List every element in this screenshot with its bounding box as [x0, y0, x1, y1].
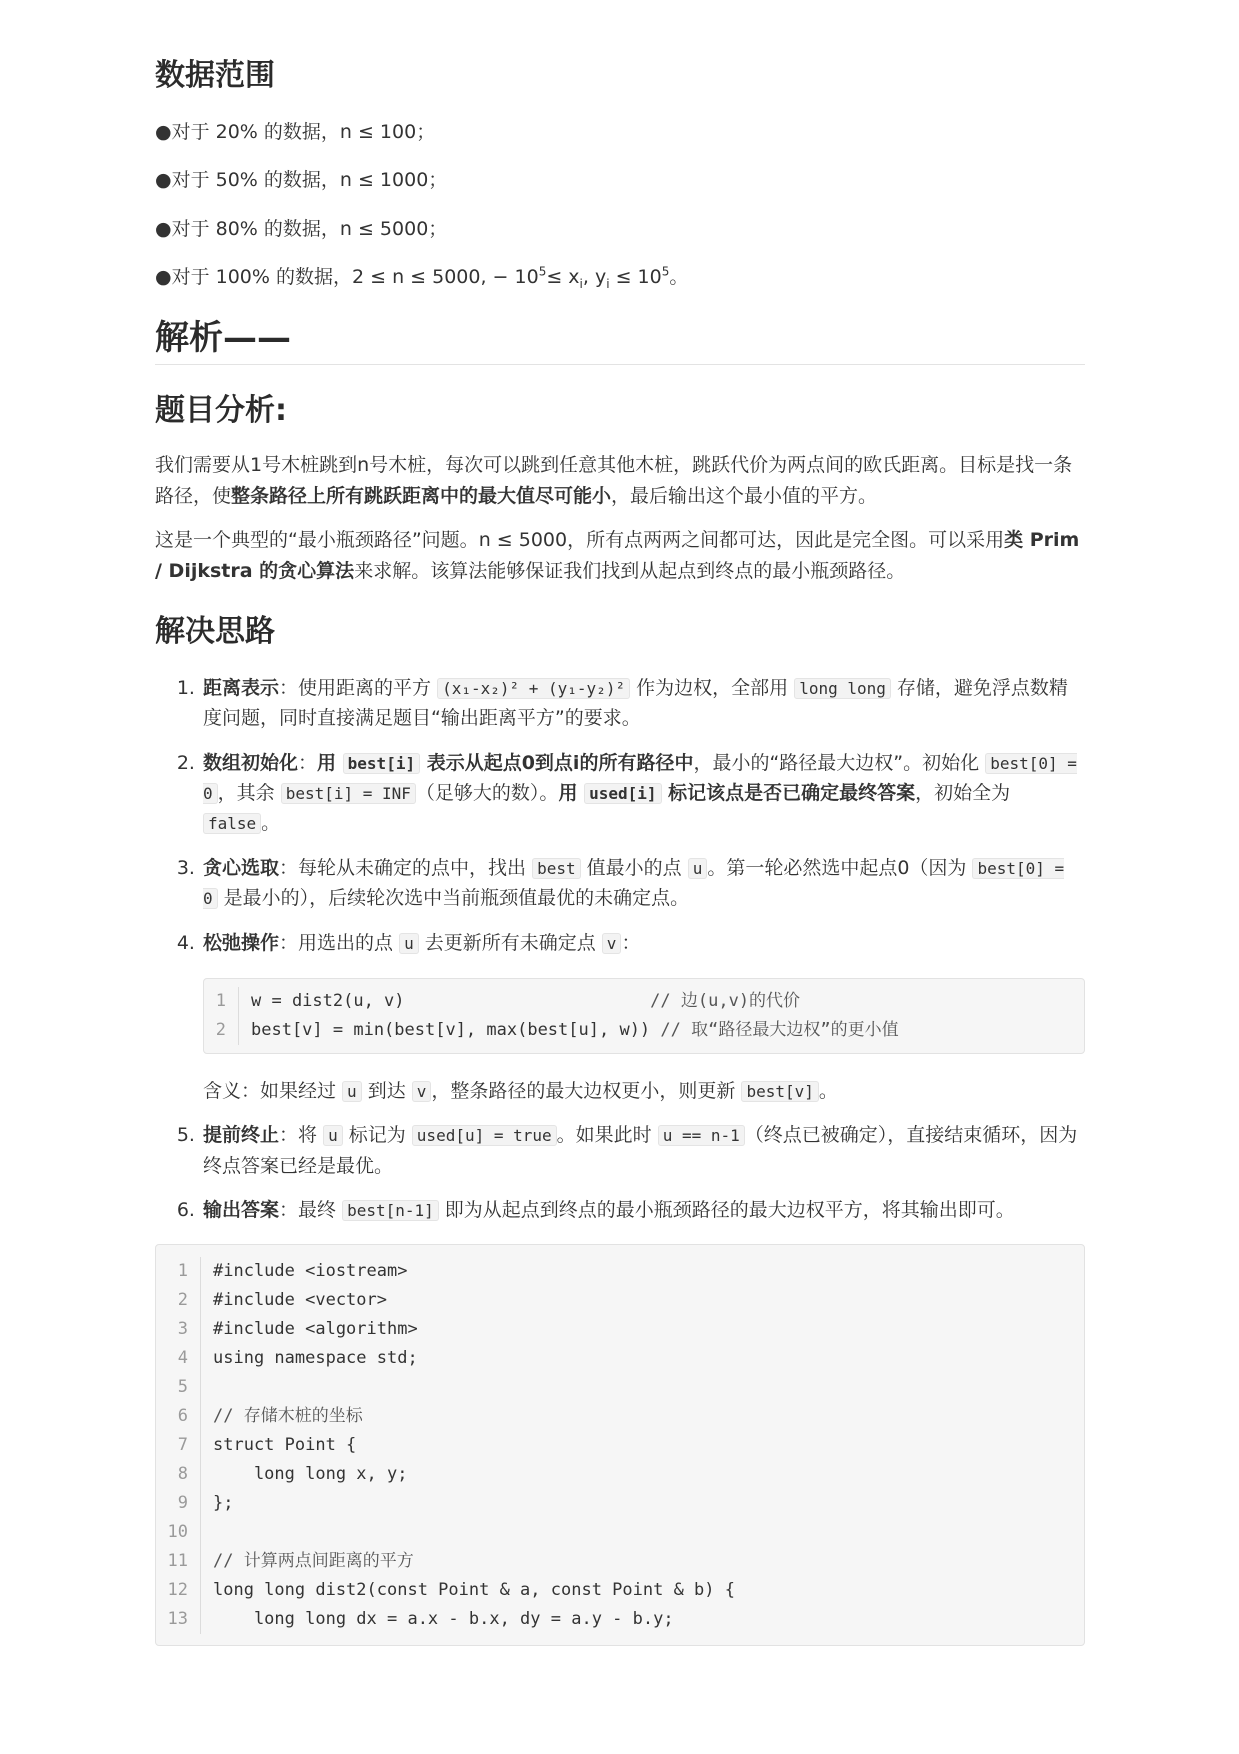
paragraph-text: 我们需要从1号木桩跳到n号木桩，每次可以跳到任意其他木桩，跳跃代价为两点间的欧氏距离。目标是找一条路径，使: [155, 454, 1073, 507]
step-text: ：使用距离的平方: [279, 676, 438, 699]
step-init: [201, 748, 1085, 839]
document-page: [155, 0, 1085, 1646]
program-code-block: [155, 1244, 1085, 1646]
solution-heading: 解决思路: [155, 613, 275, 649]
problem-analysis-heading: 题目分析:: [155, 393, 287, 429]
step-greedy: [201, 853, 1085, 914]
exponent: 5: [538, 264, 547, 279]
inline-code: best[0] = 0: [203, 858, 1065, 909]
bold-text: 表示从起点0到点i的所有路径中: [420, 751, 694, 774]
line-number: 7: [156, 1431, 201, 1460]
inline-code: used[u] = true: [412, 1125, 557, 1146]
subscript: i: [579, 276, 583, 291]
paragraph-text: ，最后输出这个最小值的平方。: [611, 484, 878, 507]
code-text: };: [213, 1492, 234, 1513]
step-text: 。: [818, 1080, 838, 1103]
inline-code: v: [602, 933, 622, 954]
code-comment: // 存储木桩的坐标: [213, 1405, 363, 1426]
line-number: 12: [156, 1576, 201, 1605]
solution-steps-list: [155, 673, 1085, 1226]
step-text: 存储，避免浮点数精度问题，同时直接满足题目“输出距离平方”的要求。: [203, 676, 1068, 730]
line-number: 4: [156, 1344, 201, 1373]
code-comment: // 计算两点间距离的平方: [213, 1550, 414, 1571]
bold-text: 用: [558, 782, 585, 805]
step-text: ，初始全为: [915, 782, 1011, 805]
line-number: 6: [156, 1402, 201, 1431]
inline-code: best[i] = INF: [281, 783, 416, 804]
inline-code: (x₁-x₂)² + (y₁-y₂)²: [437, 678, 630, 699]
step-label: 提前终止: [203, 1124, 280, 1147]
code-line: [156, 1431, 1084, 1460]
bold-text: 标记该点是否已确定最终答案: [661, 782, 916, 805]
relax-meaning: [203, 1076, 1085, 1106]
range-bullet-text: , y: [582, 266, 607, 289]
range-bullet-text: 。: [669, 266, 689, 289]
analysis-paragraph-1: [155, 450, 1085, 511]
bold-text: 用: [317, 751, 343, 774]
code-line: [156, 1402, 1084, 1431]
code-line: [156, 1605, 1084, 1634]
data-range-heading: 数据范围: [155, 58, 275, 93]
range-bullet-50: ●对于 50% 的数据，n ≤ 1000；: [155, 169, 448, 192]
exponent: 5: [661, 264, 670, 279]
code-text: w = dist2(u, v): [251, 991, 651, 1012]
inline-code: best: [532, 858, 581, 879]
line-number: 5: [156, 1373, 201, 1402]
step-text: （终点已被确定），直接结束循环，因为终点答案已经是最优。: [203, 1124, 1078, 1177]
line-number: 13: [156, 1605, 201, 1634]
analysis-paragraph-2: [155, 525, 1085, 586]
step-bold-text: [558, 782, 915, 804]
step-text: ：: [621, 931, 641, 954]
paragraph-bold: 整条路径上所有跳跃距离中的最大值尽可能小: [231, 484, 612, 507]
range-bullet-80: ●对于 80% 的数据，n ≤ 5000；: [155, 217, 448, 240]
line-number: 3: [156, 1315, 201, 1344]
step-text: ：将: [279, 1124, 324, 1147]
inline-code: best[0] = 0: [203, 753, 1077, 804]
inline-code: best[n-1]: [342, 1200, 439, 1221]
code-line: [156, 1547, 1084, 1576]
paragraph-bold: 类 Prim / Dijkstra 的贪心算法: [155, 529, 1080, 582]
step-distance: [201, 673, 1085, 734]
inline-code: v: [412, 1081, 432, 1102]
code-line: [156, 1489, 1084, 1518]
code-text: long long x, y;: [213, 1463, 408, 1484]
inline-code: false: [203, 813, 261, 834]
code-line: [156, 1460, 1084, 1489]
subscript: i: [606, 276, 610, 291]
range-bullet-text: ●对于 100% 的数据，2 ≤ n ≤ 5000, − 10: [155, 266, 539, 289]
code-text: #include <vector>: [213, 1289, 387, 1310]
code-line: [156, 1373, 1084, 1402]
line-number: 2: [156, 1286, 201, 1315]
code-text: long long dist2(const Point & a, const Point & b) {: [213, 1579, 735, 1600]
step-text: 作为边权，全部用: [630, 676, 795, 699]
paragraph-text: 来求解。该算法能够保证我们找到从起点到终点的最小瓶颈路径。: [354, 559, 906, 582]
code-line: [156, 1286, 1084, 1315]
step-text: 即为从起点到终点的最小瓶颈路径的最大边权平方，将其输出即可。: [438, 1199, 1015, 1222]
line-number: 1: [156, 1257, 201, 1286]
step-relax: [201, 928, 1085, 1107]
code-text: long long dx = a.x - b.x, dy = a.y - b.y;: [213, 1608, 674, 1629]
line-number: 10: [156, 1518, 201, 1547]
step-text: 含义：如果经过: [203, 1080, 343, 1103]
line-number: 11: [156, 1547, 201, 1576]
inline-code: u: [342, 1081, 362, 1102]
code-line: [156, 1576, 1084, 1605]
step-text: 去更新所有未确定点: [418, 931, 602, 954]
step-text: 是最小的），后续轮次选中当前瓶颈值最优的未确定点。: [217, 887, 690, 910]
inline-code: long long: [794, 678, 891, 699]
code-comment: // 边(u,v)的代价: [650, 991, 801, 1012]
range-bullet-text: ≤ x: [546, 266, 580, 289]
step-text: 。第一轮必然选中起点0（因为: [707, 856, 973, 879]
step-label: 松弛操作: [203, 931, 280, 954]
step-output: [201, 1195, 1085, 1225]
code-text: best[v] = min(best[v], max(best[u], w)): [251, 1020, 661, 1041]
step-text: ，其余: [217, 782, 281, 805]
step-label: 数组初始化: [203, 751, 299, 774]
inline-code: u: [323, 1125, 343, 1146]
code-text: using namespace std;: [213, 1347, 418, 1368]
step-text: ，整条路径的最大边权更小，则更新: [431, 1080, 742, 1103]
code-line: [204, 1016, 1084, 1045]
inline-code: u == n-1: [658, 1125, 745, 1146]
range-bullet-text: ≤ 10: [609, 266, 662, 289]
relax-code-block: [203, 978, 1085, 1054]
range-bullet-100: [155, 262, 1085, 294]
step-label: 输出答案: [203, 1199, 280, 1222]
code-line: [204, 987, 1084, 1016]
step-text: 。: [261, 812, 281, 835]
step-label: 距离表示: [203, 676, 280, 699]
line-number: 8: [156, 1460, 201, 1489]
analysis-heading: 解析——: [155, 316, 1085, 365]
line-number: 9: [156, 1489, 201, 1518]
range-bullet-20: ●对于 20% 的数据，n ≤ 100；: [155, 121, 436, 143]
line-number: 1: [204, 987, 239, 1016]
inline-code: u: [688, 858, 708, 879]
code-text: struct Point {: [213, 1434, 357, 1455]
inline-code: best[v]: [741, 1081, 818, 1102]
step-text: ：: [298, 751, 318, 774]
step-text: ：每轮从未确定的点中，找出: [279, 856, 533, 879]
code-comment: // 取“路径最大边权”的更小值: [660, 1020, 899, 1041]
paragraph-text: 这是一个典型的“最小瓶颈路径”问题。n ≤ 5000，所有点两两之间都可达，因此是完全图。可以采用: [155, 529, 1005, 552]
step-text: ：最终: [279, 1199, 343, 1222]
step-text: 值最小的点: [580, 856, 688, 879]
code-line: [156, 1257, 1084, 1286]
inline-code: u: [399, 933, 419, 954]
step-text: （足够大的数）。: [415, 782, 559, 805]
inline-code: used[i]: [584, 783, 661, 804]
step-early-stop: [201, 1120, 1085, 1181]
code-text: #include <iostream>: [213, 1260, 408, 1281]
code-line: [156, 1344, 1084, 1373]
step-label: 贪心选取: [203, 856, 280, 879]
step-text: 标记为: [342, 1124, 412, 1147]
step-bold-text: [317, 752, 693, 774]
step-text: ，最小的“路径最大边权”。初始化: [693, 751, 986, 774]
step-text: 到达: [361, 1080, 412, 1103]
code-line: [156, 1518, 1084, 1547]
inline-code: best[i]: [343, 753, 420, 774]
step-text: 。如果此时: [556, 1124, 658, 1147]
step-text: ：用选出的点: [279, 931, 400, 954]
line-number: 2: [204, 1016, 239, 1045]
code-line: [156, 1315, 1084, 1344]
code-text: #include <algorithm>: [213, 1318, 418, 1339]
